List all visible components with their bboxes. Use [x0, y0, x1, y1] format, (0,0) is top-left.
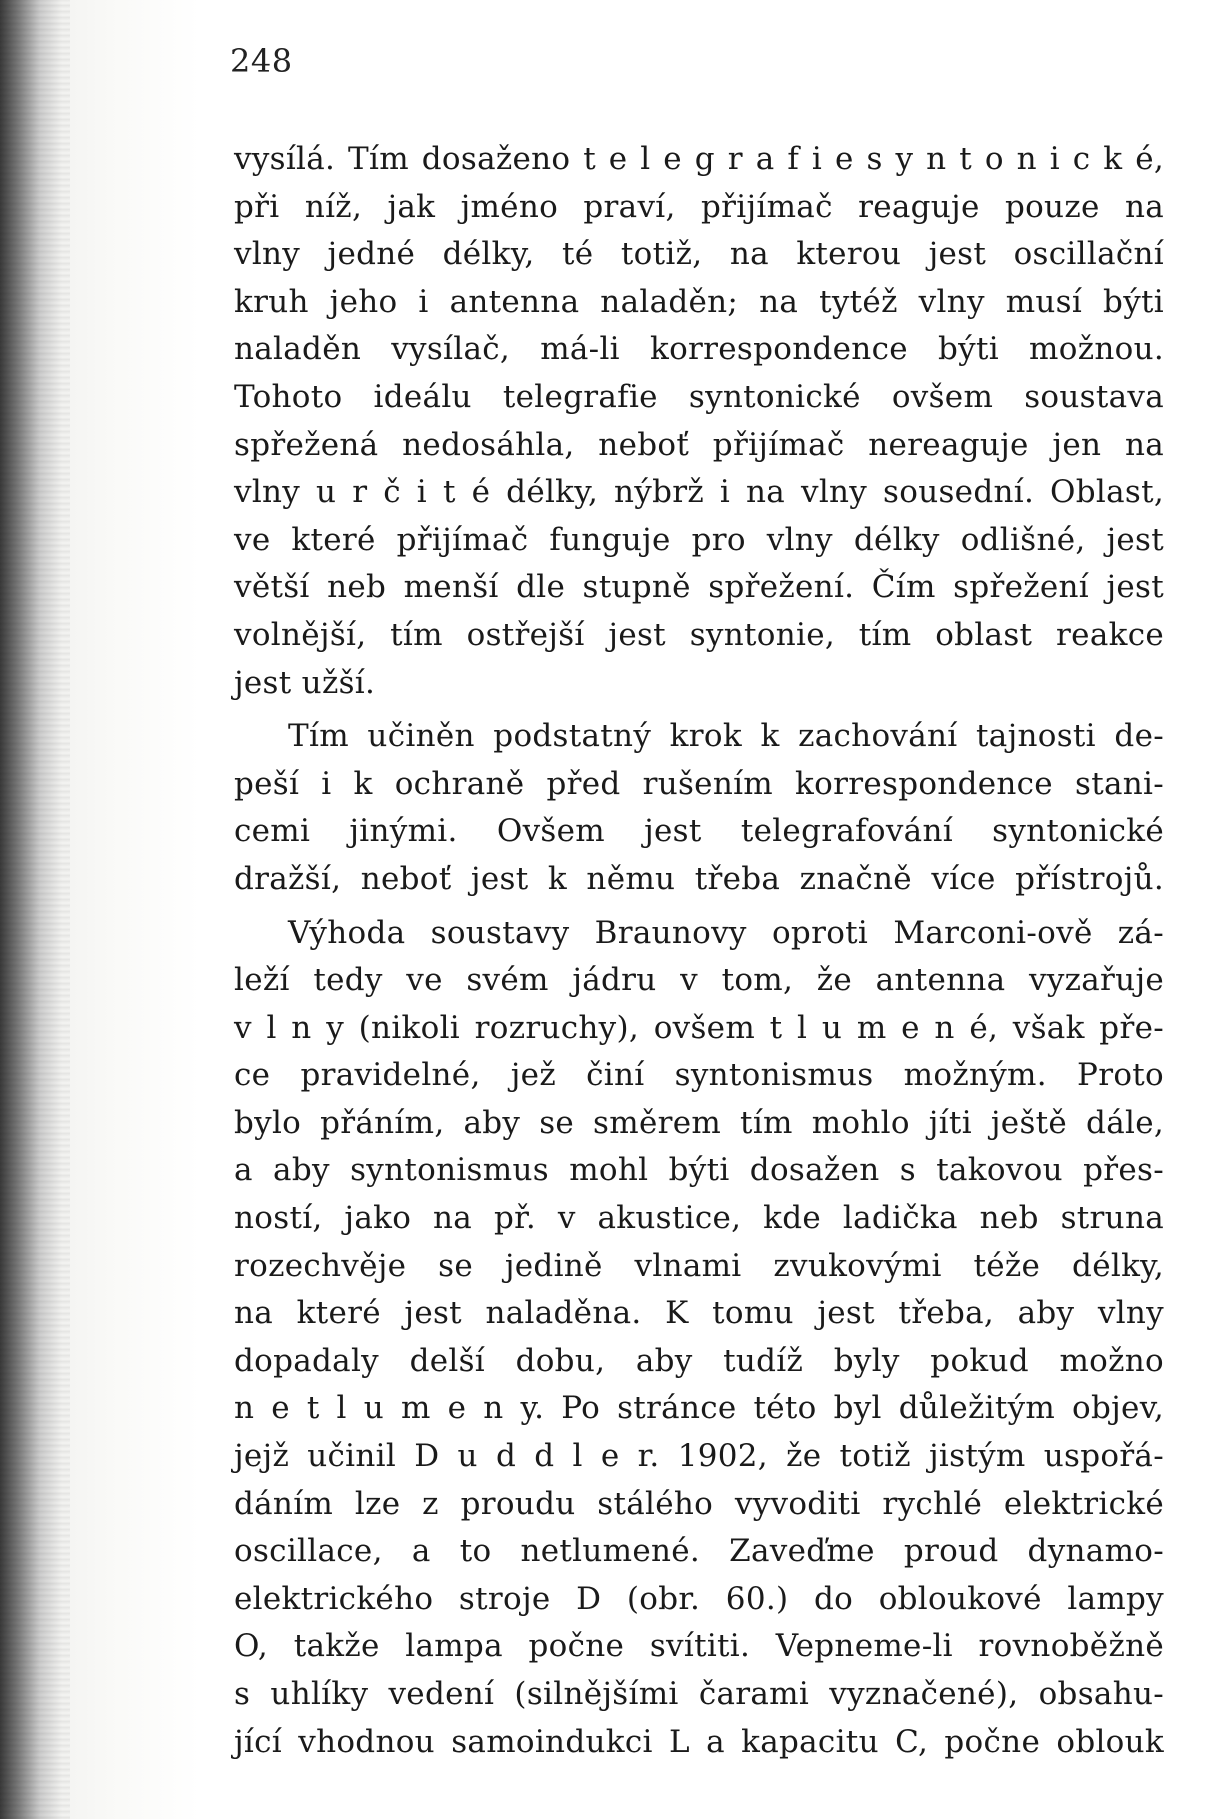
text-line: elektrického stroje D (obr. 60.) do obloukové lampy [234, 1580, 1164, 1617]
text-line: ve které přijímač funguje pro vlny délky odlišné, jest [234, 521, 1164, 558]
text-line: při níž, jak jméno praví, přijímač reaguje pouze na [234, 188, 1164, 225]
paragraph-2 [234, 713, 1164, 903]
text-line: jest užší. [234, 664, 376, 701]
text-line: oscillace, a to netlumené. Zaveďme proud dynamo- [234, 1533, 1164, 1570]
text-line: jící vhodnou samoindukci L a kapacitu C, počne oblouk [234, 1723, 1164, 1760]
text-line: dopadaly delší dobu, aby tudíž byly pokud možno [234, 1342, 1164, 1379]
text-line: naladěn vysílač, má-li korrespondence býti možnou. [234, 331, 1164, 368]
paragraph-3 [234, 910, 1164, 1767]
text-line: peší i k ochraně před rušením korrespondence stani- [234, 765, 1164, 802]
text-line: s uhlíky vedení (silnějšími čarami vyznačené), obsahu- [234, 1676, 1164, 1712]
text-line: spřežená nedosáhla, neboť přijímač nereaguje jen na [234, 426, 1164, 463]
text-line: vysílá. Tím dosaženo t e l e g r a f i e s y n t o n i c k é, [234, 141, 1164, 177]
text-line: leží tedy ve svém jádru v tom, že antenna vyzařuje [234, 962, 1164, 999]
body-text [234, 136, 1164, 1766]
page-number: 248 [230, 42, 293, 80]
text-line: jejž učinil D u d d l e r. 1902, že totiž jistým uspořá- [234, 1438, 1164, 1475]
text-line: bylo přáním, aby se směrem tím mohlo jíti ještě dále, [234, 1104, 1164, 1141]
text-line: kruh jeho i antenna naladěn; na tytéž vlny musí býti [234, 283, 1164, 320]
text-line: Tím učiněn podstatný krok k zachování tajnosti de- [288, 718, 1164, 755]
text-line: a aby syntonismus mohl býti dosažen s takovou přes- [234, 1152, 1164, 1189]
text-line: ce pravidelné, jež činí syntonismus možným. Proto [234, 1057, 1164, 1094]
text-line: O, takže lampa počne svítiti. Vepneme-li rovnoběžně [234, 1628, 1164, 1665]
text-line: vlny u r č i t é délky, nýbrž i na vlny sousední. Oblast, [234, 474, 1164, 511]
text-line: dáním lze z proudu stálého vyvoditi rychlé elektrické [234, 1485, 1164, 1522]
text-line: vlny jedné délky, té totiž, na kterou jest oscillační [234, 236, 1164, 273]
text-line: ností, jako na př. v akustice, kde ladička neb struna [234, 1200, 1164, 1237]
text-line: rozechvěje se jedině vlnami zvukovými téže délky, [234, 1247, 1164, 1284]
text-line: cemi jinými. Ovšem jest telegrafování syntonické [234, 813, 1164, 850]
text-line: Tohoto ideálu telegrafie syntonické ovšem soustava [234, 378, 1164, 415]
paragraph-1 [234, 136, 1164, 707]
text-line: větší neb menší dle stupně spřežení. Čím spřežení jest [234, 569, 1164, 606]
binding-shadow [0, 0, 70, 1819]
text-line: Výhoda soustavy Braunovy oproti Marconi-ově zá- [288, 914, 1164, 951]
text-line: volnější, tím ostřejší jest syntonie, tím oblast reakce [234, 616, 1164, 653]
text-line: dražší, neboť jest k němu třeba značně více přístrojů. [234, 860, 1164, 897]
text-line: na které jest naladěna. K tomu jest třeba, aby vlny [234, 1295, 1164, 1332]
text-line: v l n y (nikoli rozruchy), ovšem t l u m e n é, však pře- [234, 1009, 1164, 1046]
text-line: n e t l u m e n y. Po stránce této byl důležitým objev, [234, 1390, 1164, 1427]
